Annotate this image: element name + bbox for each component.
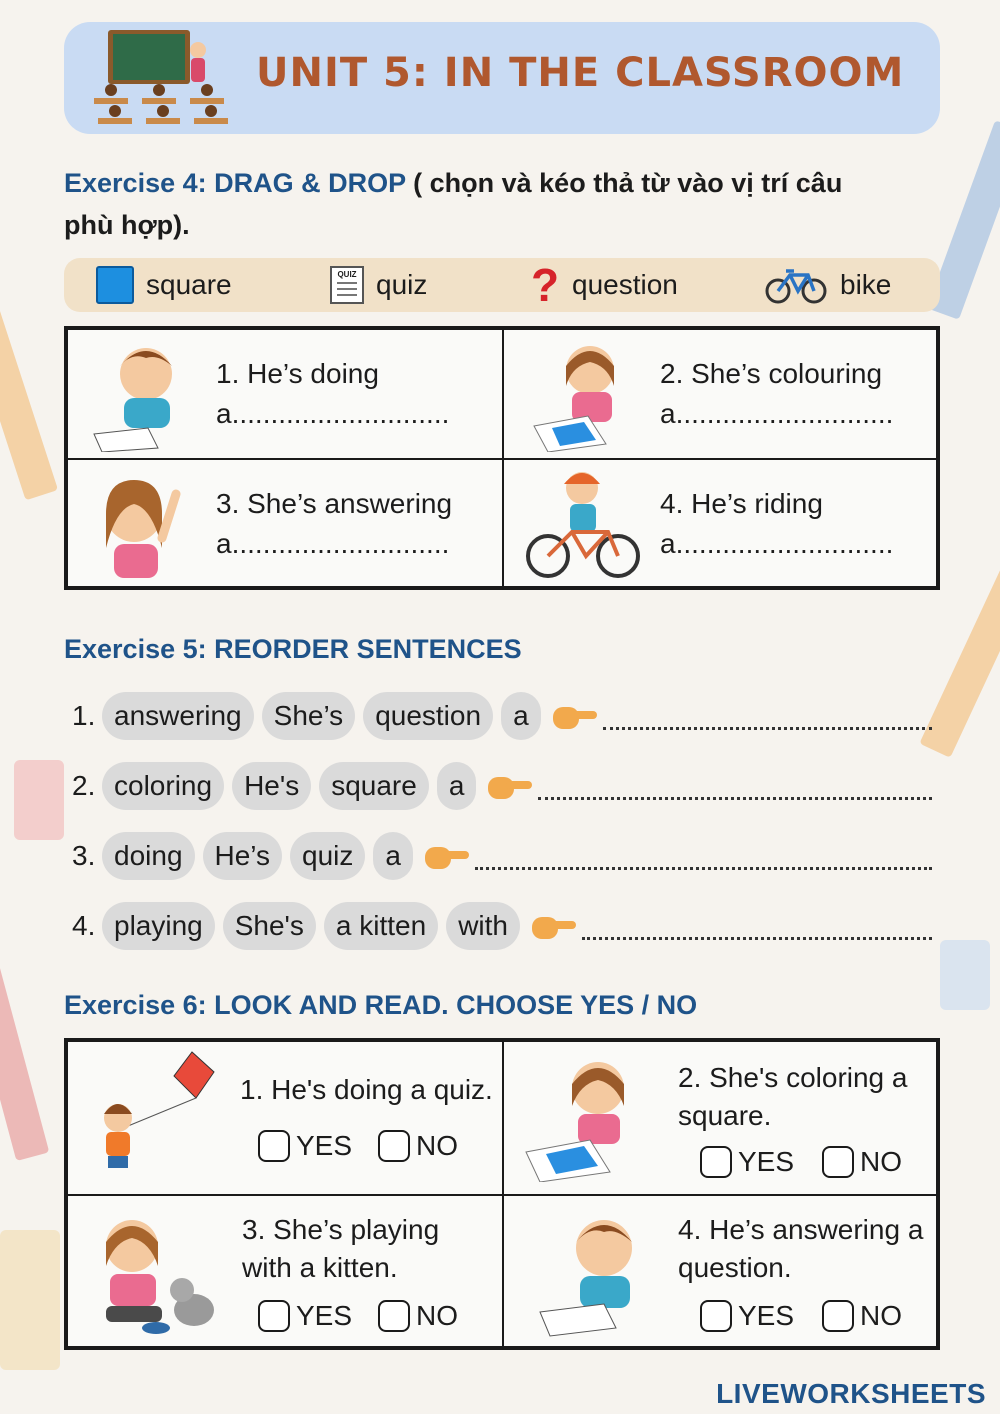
boy-writing-icon xyxy=(534,1208,664,1338)
word-bank-label: question xyxy=(572,269,678,300)
exercise-4-item-2-blank[interactable]: a............................ xyxy=(660,398,894,429)
boy-flying-kite-icon xyxy=(88,1050,228,1186)
bike-icon xyxy=(764,265,828,305)
word-bank-label: square xyxy=(146,269,232,300)
exercise-6-cell-4 xyxy=(503,1195,937,1347)
word-bank-item-square[interactable] xyxy=(96,258,232,312)
answer-line[interactable] xyxy=(475,852,932,870)
reorder-row xyxy=(72,902,932,950)
answer-line[interactable] xyxy=(538,782,932,800)
page-title: UNIT 5: IN THE CLASSROOM xyxy=(256,50,905,96)
answer-line[interactable] xyxy=(603,712,932,730)
checkbox[interactable] xyxy=(822,1146,854,1178)
word-chip[interactable]: square xyxy=(319,762,429,810)
exercise-4-cell-2 xyxy=(503,329,937,459)
square-icon xyxy=(96,266,134,304)
exercise-4-item-3-blank[interactable]: a............................ xyxy=(216,528,450,559)
no-option[interactable] xyxy=(822,1300,902,1332)
reorder-row xyxy=(72,692,932,740)
yes-option[interactable] xyxy=(700,1146,794,1178)
exercise-4-cell-4 xyxy=(503,459,937,587)
word-chip[interactable]: answering xyxy=(102,692,254,740)
checkbox[interactable] xyxy=(378,1130,410,1162)
exercise-4-item-4-blank[interactable]: a............................ xyxy=(660,528,894,559)
exercise-6-item-1-text: 1. He's doing a quiz. xyxy=(240,1074,493,1105)
exercise-6-item-2-line1: 2. She's coloring a xyxy=(678,1062,908,1093)
reorder-row xyxy=(72,762,932,810)
word-chip[interactable]: a xyxy=(501,692,541,740)
exercise-4-instruction: ( chọn và kéo thả từ vào vị trí câu xyxy=(405,168,843,198)
pointing-hand-icon xyxy=(553,703,597,729)
word-chip[interactable]: a xyxy=(373,832,413,880)
word-chip[interactable]: He’s xyxy=(203,832,283,880)
word-chip[interactable]: doing xyxy=(102,832,195,880)
word-chip[interactable]: question xyxy=(363,692,493,740)
exercise-4-heading xyxy=(64,168,842,199)
exercise-6-item-3-line2: with a kitten. xyxy=(242,1252,398,1283)
checkbox[interactable] xyxy=(258,1300,290,1332)
yes-option[interactable] xyxy=(258,1300,352,1332)
exercise-6-item-2-line2: square. xyxy=(678,1100,772,1131)
yes-option[interactable] xyxy=(258,1130,352,1162)
word-bank xyxy=(64,258,940,312)
reorder-row xyxy=(72,832,932,880)
exercise-6-cell-2 xyxy=(503,1041,937,1195)
checkbox[interactable] xyxy=(822,1300,854,1332)
word-bank-label: bike xyxy=(840,269,892,300)
word-chip[interactable]: a xyxy=(437,762,477,810)
exercise-6-item-3-line1: 3. She’s playing xyxy=(242,1214,440,1245)
yes-option[interactable] xyxy=(700,1300,794,1332)
answer-line[interactable] xyxy=(582,922,932,940)
girl-raising-hand-icon xyxy=(92,468,192,580)
row-number: 4. xyxy=(72,910,96,941)
word-bank-item-question[interactable] xyxy=(530,258,678,312)
word-chip[interactable]: She’s xyxy=(262,692,356,740)
exercise-4-grid xyxy=(64,326,940,590)
word-chip[interactable]: with xyxy=(446,902,520,950)
yes-label: YES xyxy=(738,1300,795,1331)
exercise-5-heading: Exercise 5: REORDER SENTENCES xyxy=(64,634,522,664)
word-chip[interactable]: She's xyxy=(223,902,316,950)
no-label: NO xyxy=(860,1146,902,1177)
yes-label: YES xyxy=(296,1300,353,1331)
row-number: 1. xyxy=(72,700,96,731)
exercise-6-item-4-line2: question. xyxy=(678,1252,792,1283)
no-option[interactable] xyxy=(378,1300,458,1332)
girl-colouring-icon xyxy=(518,1052,658,1182)
no-label: NO xyxy=(416,1130,458,1161)
word-bank-label: quiz xyxy=(376,269,428,300)
pointing-hand-icon xyxy=(488,773,532,799)
exercise-4-title: Exercise 4: DRAG & DROP xyxy=(64,168,406,198)
exercise-6-cell-3 xyxy=(67,1195,503,1347)
checkbox[interactable] xyxy=(700,1300,732,1332)
quiz-icon: QUIZ xyxy=(330,266,364,304)
exercise-4-item-2-line1: 2. She’s colouring xyxy=(660,358,883,389)
girl-colouring-icon xyxy=(524,336,644,452)
exercise-4-item-1-line1: 1. He’s doing xyxy=(216,358,379,389)
word-chip[interactable]: He's xyxy=(232,762,311,810)
question-mark-icon: ? xyxy=(530,259,560,311)
pointing-hand-icon xyxy=(532,913,576,939)
word-chip[interactable]: quiz xyxy=(290,832,365,880)
exercise-4-instruction-cont: phù hợp). xyxy=(64,210,190,240)
liveworksheets-logo: LIVEWORKSHEETS xyxy=(716,1378,986,1409)
exercise-6-heading: Exercise 6: LOOK AND READ. CHOOSE YES / NO xyxy=(64,990,698,1020)
checkbox[interactable] xyxy=(700,1146,732,1178)
exercise-4-item-3-line1: 3. She’s answering xyxy=(216,488,453,519)
word-bank-item-quiz[interactable] xyxy=(330,258,427,312)
checkbox[interactable] xyxy=(258,1130,290,1162)
checkbox[interactable] xyxy=(378,1300,410,1332)
yes-label: YES xyxy=(738,1146,795,1177)
exercise-6-item-4-line1: 4. He’s answering a xyxy=(678,1214,924,1245)
exercise-4-cell-3 xyxy=(67,459,503,587)
exercise-4-item-4-line1: 4. He’s riding xyxy=(660,488,823,519)
no-option[interactable] xyxy=(822,1146,902,1178)
classroom-illustration-icon xyxy=(84,28,234,132)
word-chip[interactable]: coloring xyxy=(102,762,224,810)
word-chip[interactable]: playing xyxy=(102,902,215,950)
boy-writing-icon xyxy=(88,336,198,452)
exercise-6-grid xyxy=(64,1038,940,1350)
word-chip[interactable]: a kitten xyxy=(324,902,438,950)
girl-with-kitten-icon xyxy=(88,1210,228,1340)
pointing-hand-icon xyxy=(425,843,469,869)
no-option[interactable] xyxy=(378,1130,458,1162)
row-number: 3. xyxy=(72,840,96,871)
word-bank-item-bike[interactable] xyxy=(764,258,891,312)
exercise-4-item-1-blank[interactable]: a............................ xyxy=(216,398,450,429)
row-number: 2. xyxy=(72,770,96,801)
no-label: NO xyxy=(416,1300,458,1331)
exercise-4-cell-1 xyxy=(67,329,503,459)
no-label: NO xyxy=(860,1300,902,1331)
yes-label: YES xyxy=(296,1130,353,1161)
boy-riding-bike-icon xyxy=(524,466,644,582)
exercise-6-cell-1 xyxy=(67,1041,503,1195)
